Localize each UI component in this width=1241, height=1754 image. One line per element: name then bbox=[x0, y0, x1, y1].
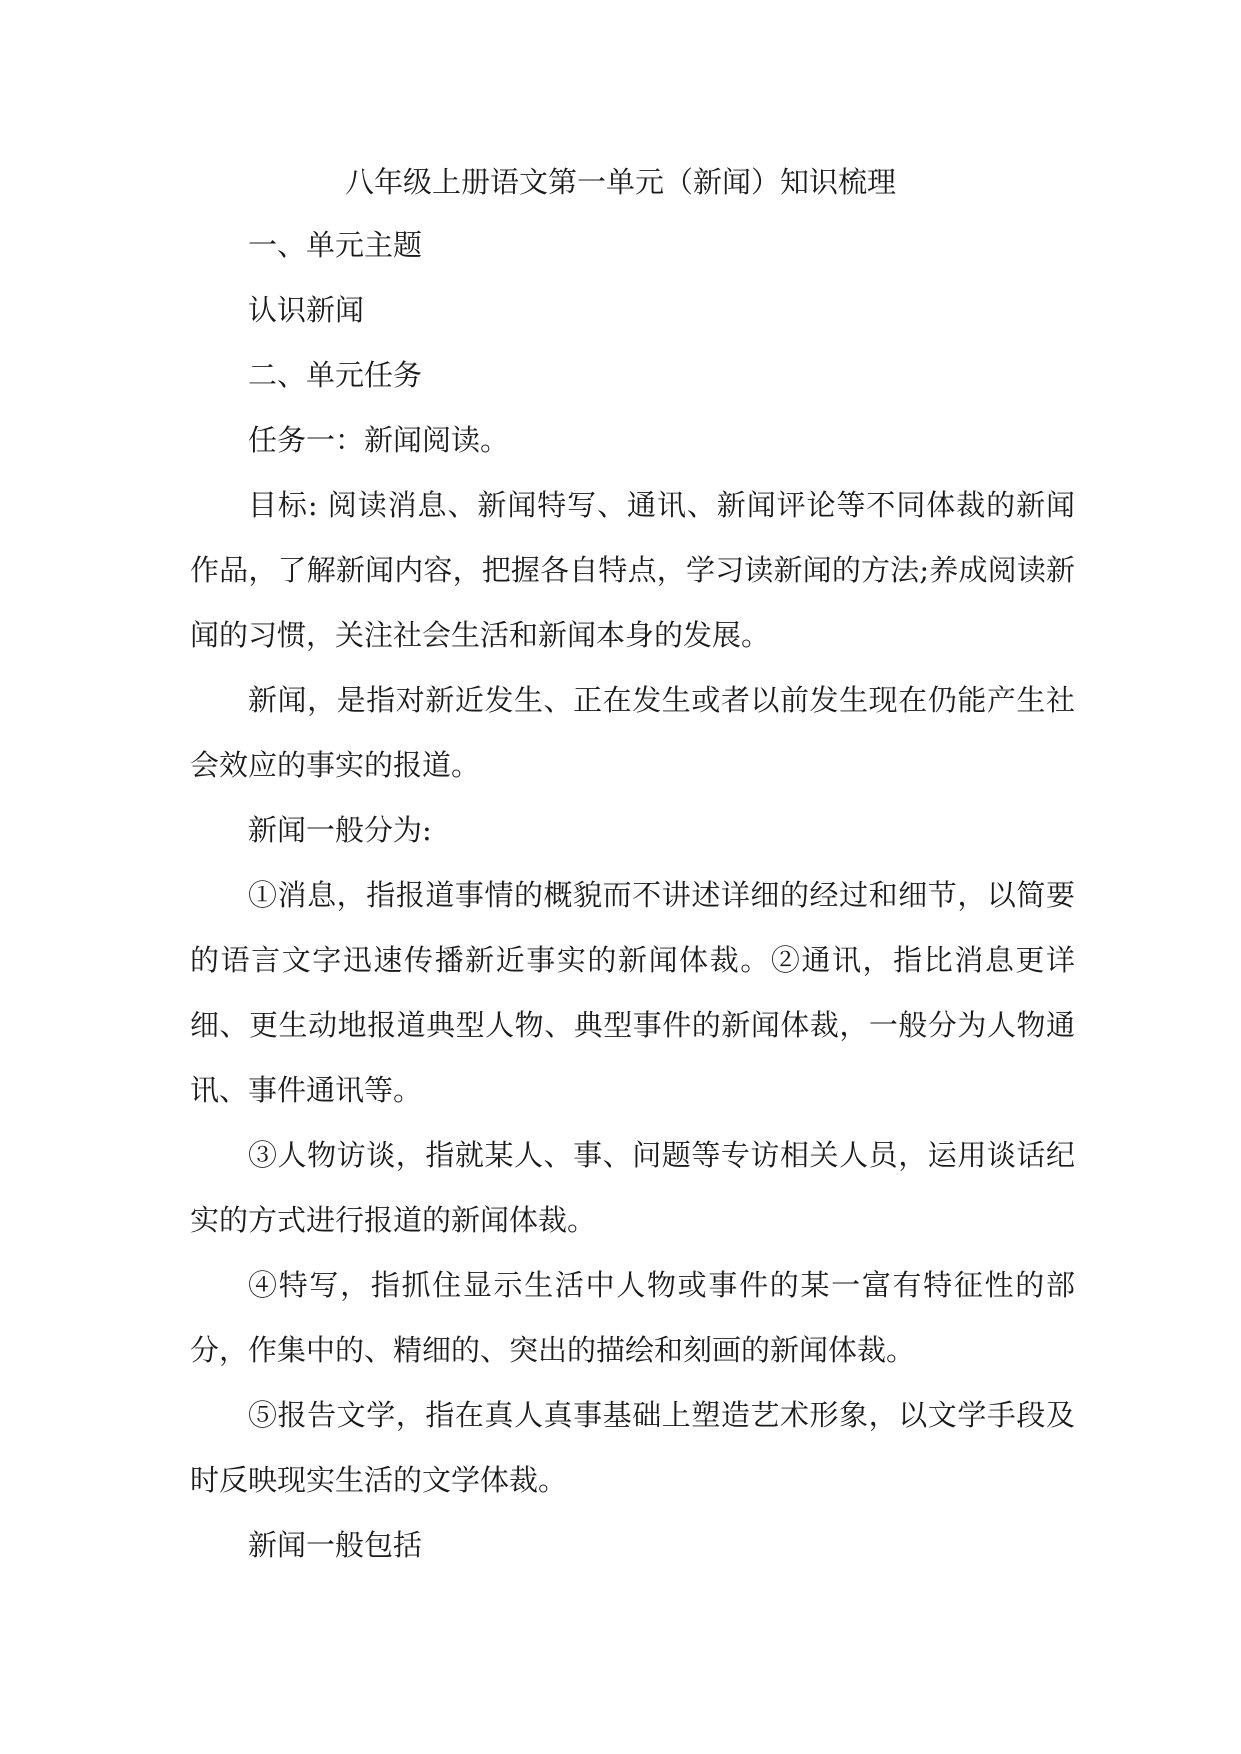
news-type-message-correspondence: ①消息，指报道事情的概貌而不讲述详细的经过和细节，以简要的语言文字迅速传播新近事实的新闻体裁。②通讯，指比消息更详细、更生动地报道典型人物、典型事件的新闻体裁，一般分为人物通讯、事件通讯等。 bbox=[190, 878, 1075, 1107]
news-components-intro: 新闻一般包括 bbox=[248, 1528, 423, 1562]
news-types-intro: 新闻一般分为: bbox=[248, 813, 432, 847]
task-one-goal-paragraph: 目标: 阅读消息、新闻特写、通讯、新闻评论等不同体裁的新闻作品，了解新闻内容，把握各自特点，学习读新闻的方法;养成阅读新闻的习惯，关注社会生活和新闻本身的发展。 bbox=[190, 488, 1075, 652]
news-type-interview: ③人物访谈，指就某人、事、问题等专访相关人员，运用谈话纪实的方式进行报道的新闻体裁。 bbox=[190, 1138, 1075, 1237]
news-definition-paragraph: 新闻，是指对新近发生、正在发生或者以前发生现在仍能产生社会效应的事实的报道。 bbox=[190, 683, 1075, 782]
task-one-heading: 任务一：新闻阅读。 bbox=[248, 423, 510, 457]
unit-theme-text: 认识新闻 bbox=[248, 293, 365, 327]
document-title: 八年级上册语文第一单元（新闻）知识梳理 bbox=[344, 165, 896, 199]
section-heading-unit-tasks: 二、单元任务 bbox=[248, 358, 423, 392]
news-type-reportage: ⑤报告文学，指在真人真事基础上塑造艺术形象，以文学手段及时反映现实生活的文学体裁。 bbox=[190, 1398, 1075, 1497]
section-heading-unit-theme: 一、单元主题 bbox=[248, 228, 423, 262]
news-type-feature: ④特写，指抓住显示生活中人物或事件的某一富有特征性的部分，作集中的、精细的、突出的描绘和刻画的新闻体裁。 bbox=[190, 1268, 1075, 1367]
